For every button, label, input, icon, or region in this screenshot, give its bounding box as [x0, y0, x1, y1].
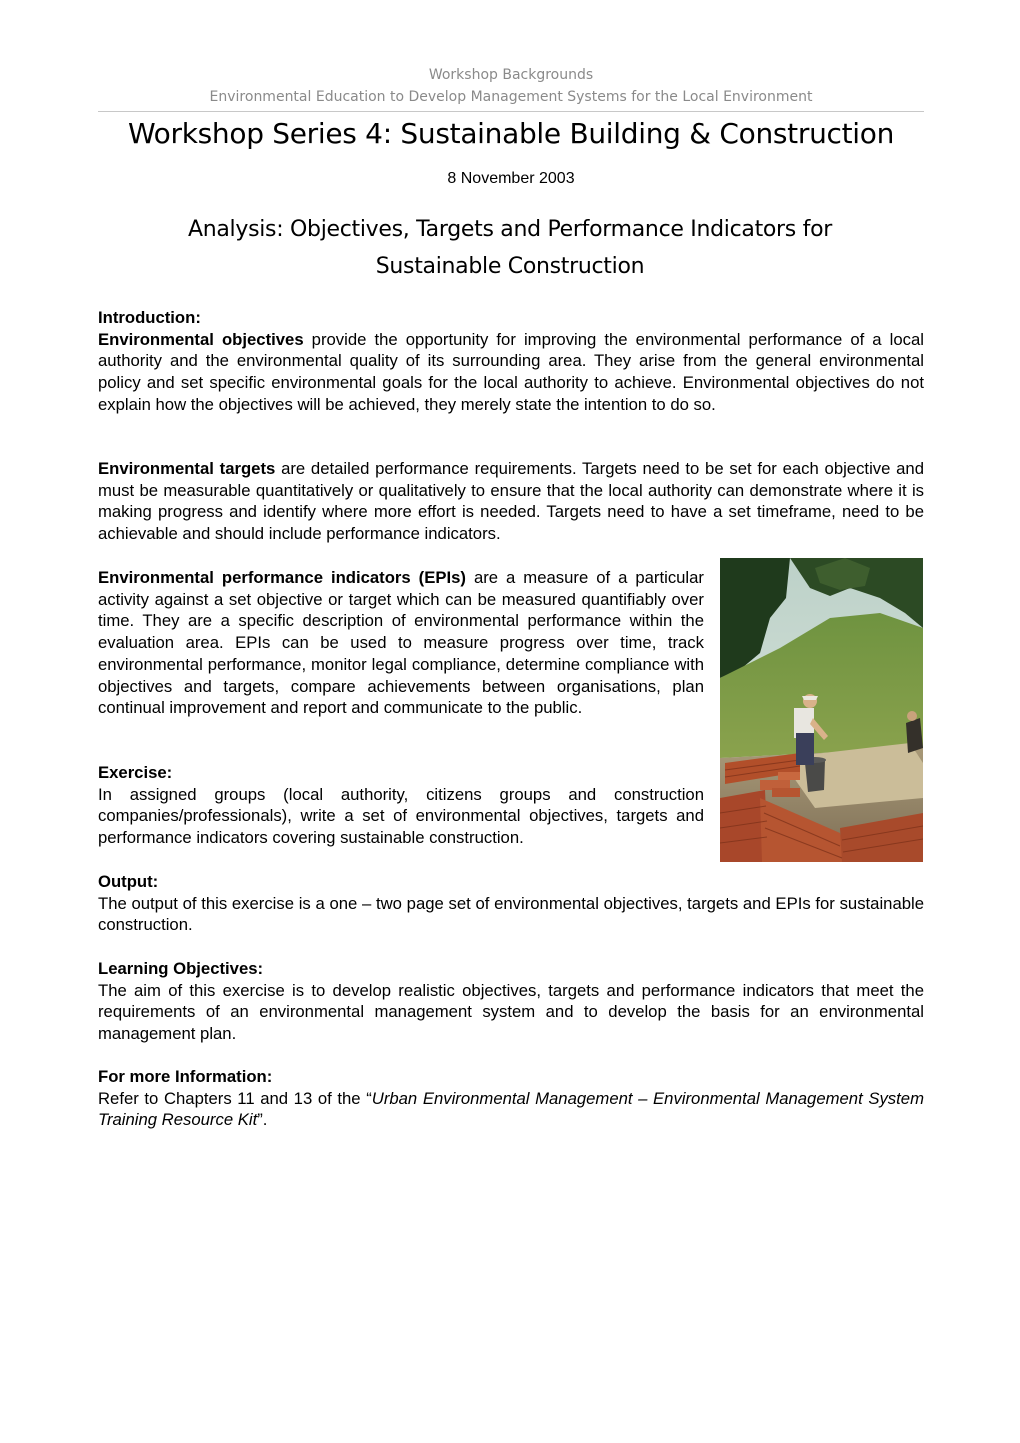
- output-section: [98, 871, 924, 936]
- page-subtitle: Analysis: Objectives, Targets and Performance Indicators for Sustainable Construction: [187, 217, 833, 279]
- targets-paragraph: [98, 458, 924, 545]
- construction-site-photo: [720, 558, 923, 862]
- reference-prefix: Refer to Chapters 11 and 13 of the “: [98, 1088, 372, 1108]
- more-information-heading: For more Information:: [98, 1067, 273, 1086]
- epis-paragraph: [98, 567, 704, 719]
- objectives-term: Environmental objectives: [98, 329, 304, 349]
- more-information-paragraph: [98, 1088, 924, 1131]
- introduction-paragraph: [98, 329, 924, 416]
- learning-objectives-paragraph: The aim of this exercise is to develop realistic objectives, targets and performance indicators that meet the requirements of an environmental management system and to develop the basis for an environmental management plan.: [98, 980, 924, 1044]
- targets-term: Environmental targets: [98, 459, 276, 478]
- targets-text: are detailed performance requirements. Targets need to be set for each objective and must be measurable quantitatively or qualitatively to ensure that the local authority can demonstrate where it is making progress and identify where more effort is needed. Targets need to have a set timeframe, need to be achievable and should include performance indicators.: [98, 459, 924, 544]
- learning-objectives-section: [98, 958, 924, 1045]
- document-date: 8 November 2003: [447, 170, 575, 187]
- epis-term: Environmental performance indicators (EPIs): [98, 568, 466, 587]
- exercise-heading: Exercise:: [98, 763, 173, 782]
- epis-section: [98, 567, 704, 719]
- reference-suffix: ”.: [257, 1110, 268, 1130]
- header-divider: [98, 111, 924, 112]
- output-paragraph: The output of this exercise is a one – two page set of environmental objectives, targets and EPIs for sustainable construction.: [98, 893, 924, 935]
- more-information-section: [98, 1066, 924, 1131]
- exercise-paragraph: In assigned groups (local authority, citizens groups and construction companies/professionals), write a set of environmental objectives, targets and performance indicators covering sustainable construction.: [98, 784, 704, 848]
- objectives-text: provide the opportunity for improving the environmental performance of a local authority and the environmental quality of its surrounding area. They arise from the general environmental policy and set specific environmental goals for the local authority to achieve. Environmental objectives do not explain how the objectives will be achieved, they merely state the intention to do so.: [98, 329, 924, 414]
- epis-text: are a measure of a particular activity against a set objective or target which can be measured quantifiably over time. They are a specific description of environmental performance within the evaluation area. EPIs can be used to measure progress over time, track environmental performance, monitor legal compliance, determine compliance with objectives and targets, compare achievements between organisations, plan continual improvement and report and communicate to the public.: [98, 568, 704, 718]
- learning-objectives-heading: Learning Objectives:: [98, 959, 264, 978]
- header-line-1: Workshop Backgrounds: [428, 67, 594, 83]
- header-line-2: Environmental Education to Develop Management Systems for the Local Environment: [209, 89, 813, 105]
- exercise-section: [98, 762, 704, 849]
- introduction-heading: Introduction:: [98, 308, 201, 327]
- introduction-section: [98, 307, 924, 416]
- targets-section: [98, 458, 924, 545]
- running-header: [98, 64, 924, 108]
- page-title: Workshop Series 4: Sustainable Building & Construction: [127, 117, 895, 150]
- reference-title: Urban Environmental Management – Environmental Management System Training Resource Kit: [98, 1088, 924, 1130]
- output-heading: Output:: [98, 872, 159, 891]
